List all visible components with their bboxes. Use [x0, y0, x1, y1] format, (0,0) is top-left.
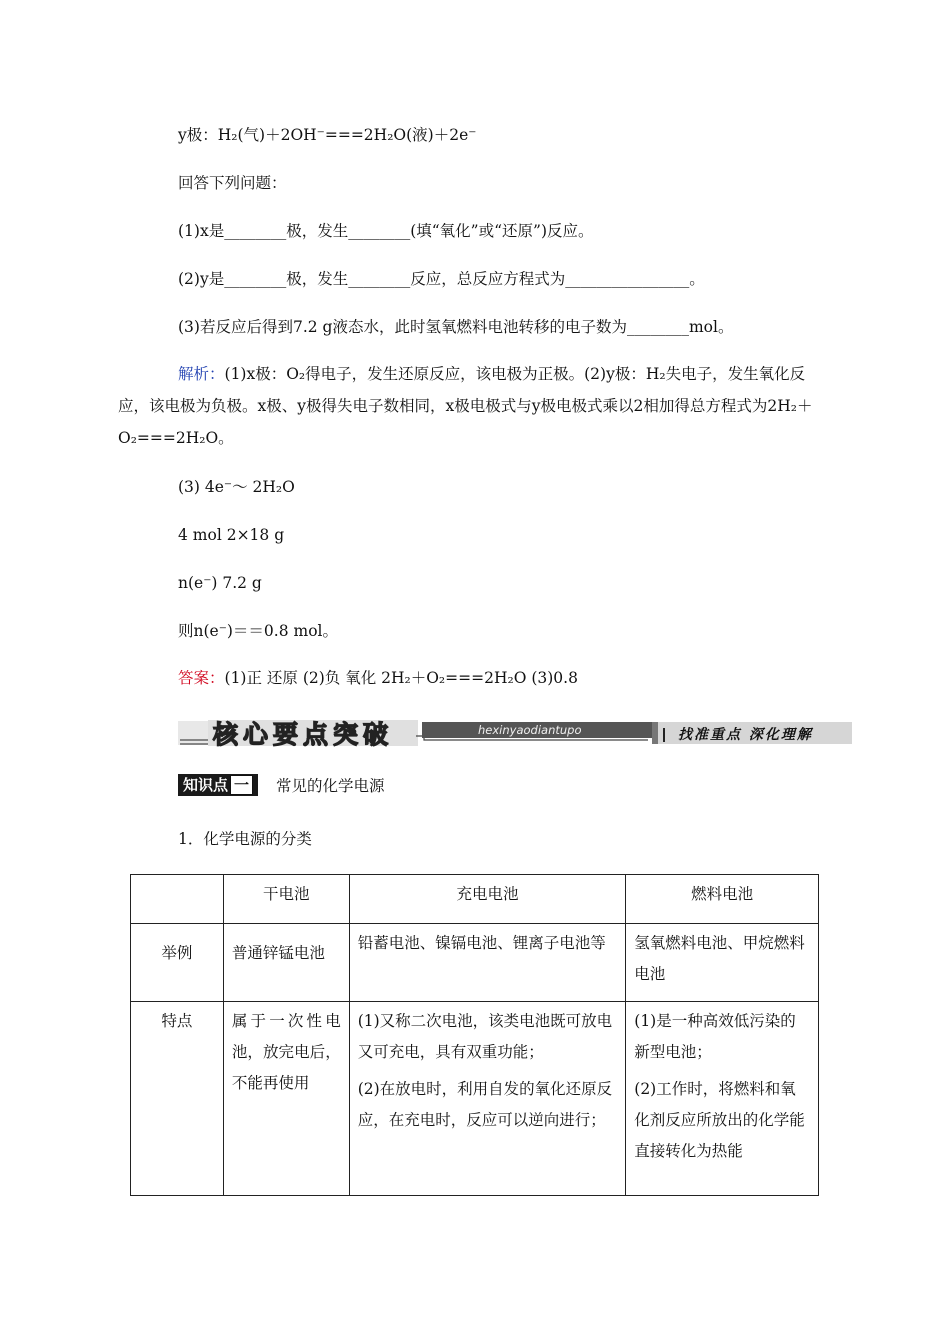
analysis-text: (1)x极：O₂得电子，发生还原反应，该电极为正极。(2)y极：H₂失电子，发生氧化反应，该电极为负极。x极、y极得失电子数相同，x极电极式与y极电极式乘以2相加得总方程式为2H₂＋O₂===2H₂O。	[118, 365, 813, 447]
knowledge-point-number: 一	[230, 775, 253, 795]
knowledge-point-badge-text: 知识点	[183, 776, 229, 794]
table-row	[131, 924, 819, 1002]
table-row-label: 特点	[131, 1002, 224, 1196]
knowledge-point-header	[178, 774, 385, 796]
section-heading: 1．化学电源的分类	[178, 830, 312, 848]
analysis-paragraph	[118, 358, 818, 454]
calc-line-2: 4 mol 2×18 g	[178, 526, 285, 544]
analysis-label: 解析：	[178, 365, 225, 383]
table-cell: 属于一次性电池，放完电后，不能再使用	[223, 1002, 349, 1196]
table-cell-paragraph: (1)是一种高效低污染的新型电池；	[634, 1012, 796, 1061]
battery-classification-table	[130, 874, 819, 1196]
banner-pinyin: hexinyaodiantupo	[478, 723, 582, 737]
table-cell-paragraph: (2)在放电时，利用自发的氧化还原反应，在充电时，反应可以逆向进行；	[357, 1080, 613, 1129]
table-cell: 铅蓄电池、镍镉电池、锂离子电池等	[349, 924, 626, 1002]
calc-line-3: n(e⁻) 7.2 g	[178, 574, 262, 592]
question-2: (2)y是________极，发生________反应，总反应方程式为________________。	[178, 270, 705, 288]
answer-text: (1)正 还原 (2)负 氧化 2H₂＋O₂===2H₂O (3)0.8	[224, 669, 578, 687]
answer-label: 答案：	[178, 669, 225, 687]
calc-line-4: 则n(e⁻)＝＝0.8 mol。	[178, 622, 338, 640]
table-header-cell: 干电池	[223, 875, 349, 924]
table-cell-paragraph: (1)又称二次电池，该类电池既可放电又可充电，具有双重功能；	[357, 1012, 613, 1061]
table-header-cell: 充电电池	[349, 875, 626, 924]
banner-slogan: 找准重点 深化理解	[678, 727, 813, 743]
question-3: (3)若反应后得到7.2 g液态水，此时氢氧燃料电池转移的电子数为________mol。	[178, 318, 734, 336]
table-cell	[626, 1002, 819, 1196]
y-electrode-equation: y极：H₂(气)＋2OH⁻===2H₂O(液)＋2e⁻	[178, 126, 477, 144]
table-cell: 氢氧燃料电池、甲烷燃料电池	[626, 924, 819, 1002]
question-1: (1)x是________极，发生________(填“氧化”或“还原”)反应。	[178, 222, 594, 240]
table-cell: 普通锌锰电池	[223, 924, 349, 1002]
banner-graphic	[178, 718, 852, 748]
knowledge-point-title: 常见的化学电源	[276, 777, 385, 795]
table-cell	[349, 1002, 626, 1196]
table-header-cell	[131, 875, 224, 924]
table-row-label: 举例	[131, 924, 224, 1002]
calc-line-1: (3) 4e⁻～ 2H₂O	[178, 478, 295, 496]
banner-title: 核心要点突破	[213, 720, 394, 748]
table-cell-paragraph: (2)工作时，将燃料和氧化剂反应所放出的化学能直接转化为热能	[634, 1080, 805, 1160]
table-row	[131, 1002, 819, 1196]
answer-line	[178, 668, 578, 688]
knowledge-point-badge	[178, 774, 258, 796]
table-header-row	[131, 875, 819, 924]
section-banner	[178, 718, 852, 748]
answer-following-prompt: 回答下列问题：	[178, 174, 287, 192]
table-header-cell: 燃料电池	[626, 875, 819, 924]
